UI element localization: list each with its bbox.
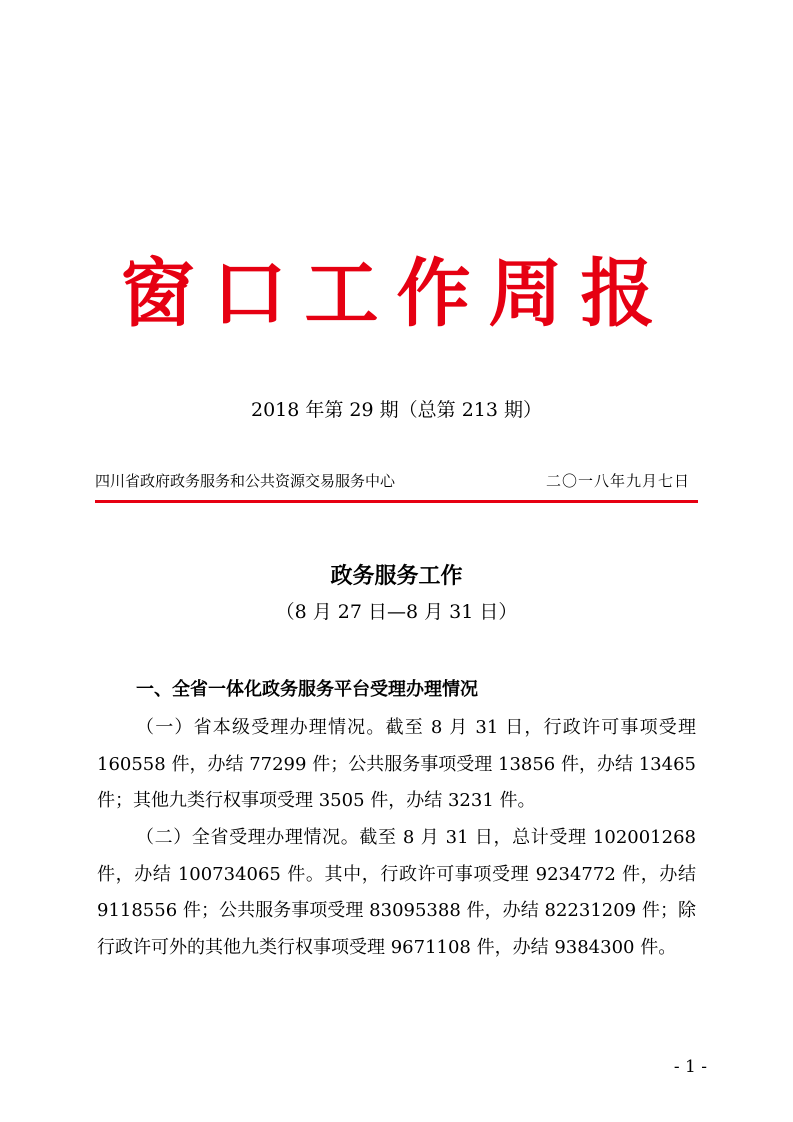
issue-number: 2018 年第 29 期（总第 213 期） [251, 399, 542, 421]
issuing-organization: 四川省政府政务服务和公共资源交易服务中心 [95, 472, 396, 490]
section-date-range: （8 月 27 日—8 月 31 日） [275, 601, 518, 623]
paragraph-province-wide: （二）全省受理办理情况。截至 8 月 31 日，总计受理 102001268 件，办结 100734065 件。其中，行政许可事项受理 9234772 件，办结 9118556 件；公共服务事项受理 83095388 件，办结 82231209 件；除行政许可外的其他九类行权事项受理 9671108 件，办结 9384300 件。 [97, 827, 696, 958]
issue-date: 二〇一八年九月七日 [545, 472, 690, 490]
heading-level-1: 一、全省一体化政务服务平台受理办理情况 [136, 679, 478, 700]
red-divider-rule [95, 500, 698, 503]
masthead-title: 窗口工作周报 [120, 251, 673, 337]
page-number: - 1 - [673, 1057, 707, 1077]
section-title: 政务服务工作 [330, 563, 463, 589]
paragraph-provincial-level: （一）省本级受理办理情况。截至 8 月 31 日，行政许可事项受理 160558 件，办结 77299 件；公共服务事项受理 13856 件，办结 13465 件；其他九类行权事项受理 3505 件，办结 3231 件。 [97, 717, 696, 811]
